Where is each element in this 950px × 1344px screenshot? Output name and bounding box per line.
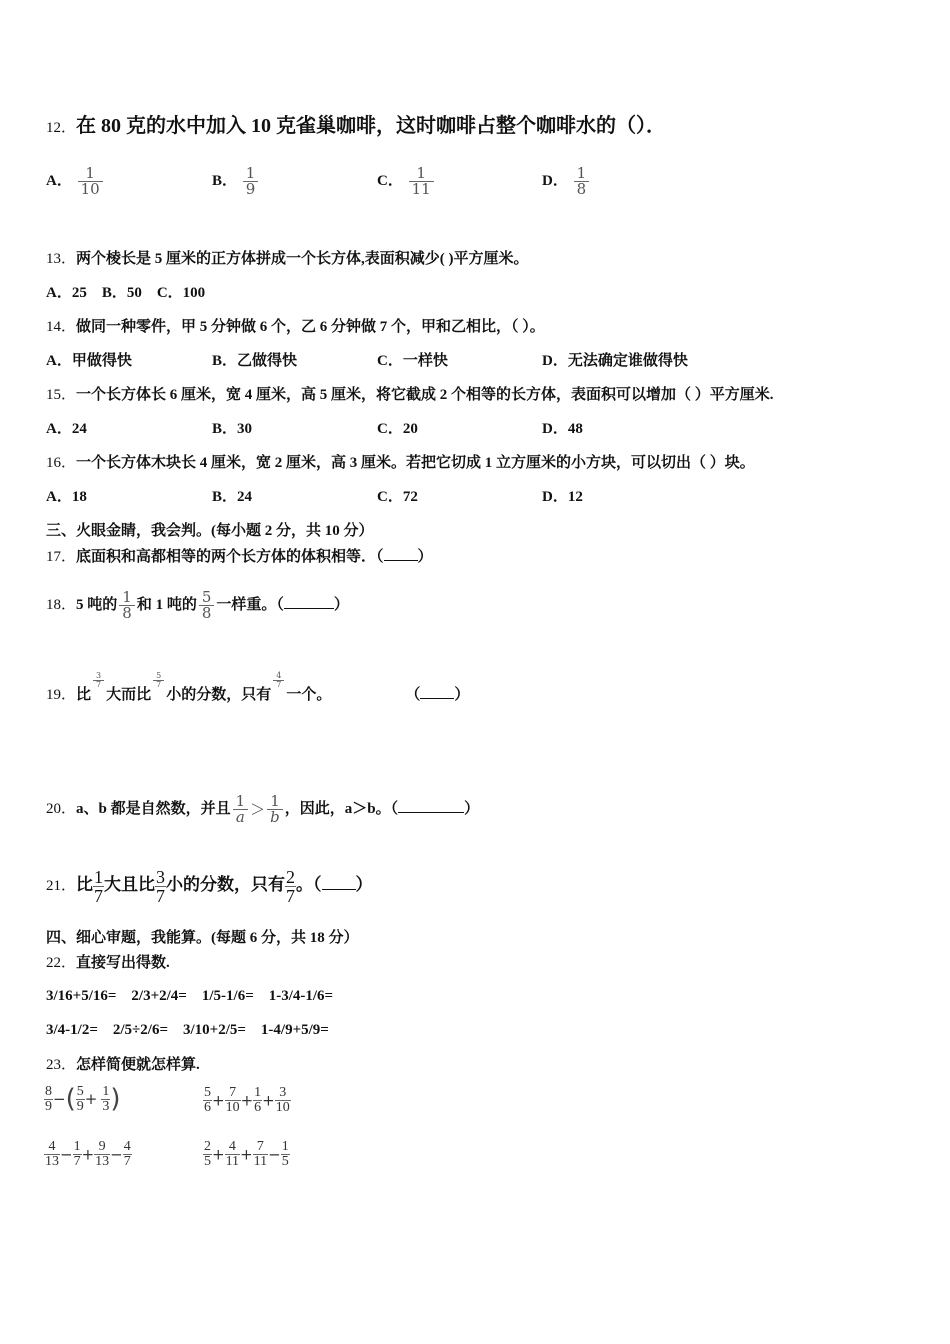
question-number: 16．: [46, 455, 77, 471]
question-text: 做同一种零件，甲 5 分钟做 6 个，乙 6 分钟做 7 个，甲和乙相比，（ ）。: [76, 319, 545, 335]
fraction: $\frac{1}{7}$: [73, 1139, 81, 1169]
fraction: $\frac{1}{9}$: [243, 166, 259, 197]
question-13-options[interactable]: A．25 B．50 C．100: [46, 285, 206, 301]
question-22: [46, 953, 170, 973]
option-c[interactable]: C．72: [377, 489, 418, 505]
expression-3: $\frac{4}{13}$ − $\frac{1}{7}$ + $\frac{9}{13}$ − $\frac{4}{7}$: [45, 1139, 131, 1169]
section-heading: 三、火眼金睛，我会判。(每小题 2 分，共 10 分）: [46, 523, 374, 539]
answer-blank[interactable]: [420, 684, 454, 699]
fraction: $\frac{2}{5}$: [204, 1139, 211, 1169]
fraction: $\frac{5}{7}$: [153, 672, 164, 689]
question-number: 15．: [46, 387, 77, 403]
option-a[interactable]: A．甲做得快: [46, 353, 132, 369]
option-b[interactable]: B．乙做得快: [212, 353, 298, 369]
question-text: 一个长方体长 6 厘米，宽 4 厘米，高 5 厘米，将它截成 2 个相等的长方体，表面积可以增加（ ）平方厘米.: [76, 387, 774, 403]
option-label: B．: [212, 172, 238, 189]
question-number: 21．: [46, 878, 77, 894]
answer-blank[interactable]: [398, 798, 464, 813]
question-21: 21．比 $\frac{1}{7}$ 大且比 $\frac{3}{7}$ 小的分数，只有 $\frac{2}{7}$ 。（ ）: [46, 866, 373, 906]
option-a[interactable]: A．18: [46, 489, 87, 505]
option-b[interactable]: [212, 166, 260, 197]
question-text: 在 80 克的水中加入 10 克雀巢咖啡，这时咖啡占整个咖啡水的（）．: [76, 115, 667, 137]
fraction: $\frac{9}{13}$: [95, 1139, 110, 1169]
fraction: $\frac{2}{7}$: [286, 866, 296, 906]
fraction: $\frac{4}{11}$: [225, 1139, 240, 1169]
question-number: 22．: [46, 955, 77, 971]
answer-blank[interactable]: [284, 594, 334, 609]
fraction: $\frac{4}{7}$: [123, 1139, 131, 1169]
question-number: 18．: [46, 597, 77, 613]
fraction: $\frac{7}{10}$: [225, 1085, 240, 1115]
option-c[interactable]: [377, 166, 436, 197]
question-23: [46, 1055, 200, 1075]
fraction: $\frac{3}{10}$: [275, 1085, 290, 1115]
fraction: $\frac{1}{8}$: [119, 590, 135, 621]
fraction: $\frac{4}{7}$: [273, 672, 284, 689]
question-number: 13．: [46, 251, 77, 267]
question-number: 14．: [46, 319, 77, 335]
option-b[interactable]: B．24: [212, 489, 253, 505]
fraction: $\frac{3}{7}$: [93, 672, 104, 689]
question-13: [46, 249, 529, 269]
fraction: $\frac{1}{a}$: [233, 794, 249, 825]
question-19: 19．比 $\frac{3}{7}$ 大而比 $\frac{5}{7}$ 小的分数，只有 $\frac{4}{7}$ 一个。 （ ）: [46, 671, 470, 703]
answer-blank[interactable]: [384, 546, 418, 561]
question-18: 18．5 吨的 $\frac{1}{8}$ 和 1 吨的 $\frac{5}{8}$ 一样重。（ ）: [46, 588, 349, 623]
fraction: $\frac{8}{9}$: [45, 1083, 52, 1114]
answer-blank[interactable]: [322, 875, 356, 890]
question-text: 两个棱长是 5 厘米的正方体拼成一个长方体,表面积减少( )平方厘米。: [76, 251, 529, 267]
question-16: [46, 453, 755, 473]
question-number: 19．: [46, 687, 77, 703]
question-text: 怎样简便就怎样算.: [76, 1057, 200, 1073]
expression-2: $\frac{5}{6}$ + $\frac{7}{10}$ + $\frac{1}{6}$ + $\frac{3}{10}$: [204, 1085, 290, 1115]
option-label: C．: [377, 172, 403, 189]
expression-1: $\frac{8}{9}$ −( $\frac{5}{9}$ + $\frac{1}{3}$ ): [45, 1083, 121, 1114]
fraction: $\frac{1}{7}$: [94, 866, 104, 906]
option-d[interactable]: D．48: [542, 421, 583, 437]
fraction: $\frac{1}{b}$: [267, 794, 283, 825]
option-label: D．: [542, 172, 568, 189]
fraction: $\frac{4}{13}$: [45, 1139, 59, 1169]
option-d[interactable]: D．无法确定谁做得快: [542, 353, 688, 369]
fraction: $\frac{1}{3}$: [102, 1083, 110, 1114]
option-d[interactable]: [542, 166, 591, 197]
fraction: $\frac{1}{6}$: [254, 1085, 262, 1115]
question-text: 底面积和高都相等的两个长方体的体积相等．（: [76, 549, 384, 565]
option-c[interactable]: C．一样快: [377, 353, 448, 369]
option-c[interactable]: C．20: [377, 421, 418, 437]
option-b[interactable]: B．30: [212, 421, 253, 437]
question-number: 17．: [46, 549, 77, 565]
question-14: [46, 317, 545, 337]
fraction: $\frac{5}{6}$: [204, 1085, 211, 1115]
question-number: 20．: [46, 801, 77, 817]
question-text: 一个长方体木块长 4 厘米，宽 2 厘米，高 3 厘米。若把它切成 1 立方厘米的小方块，可以切出（ ）块。: [76, 455, 755, 471]
question-text: 直接写出得数.: [76, 955, 170, 971]
section-heading: 四、细心审题，我能算。(每题 6 分，共 18 分）: [46, 930, 359, 946]
question-20: 20．a、b 都是自然数，并且 $\frac{1}{a}$ ＞ $\frac{1}{b}$ ，因此，a＞b。（ ）: [46, 792, 480, 827]
fraction: $\frac{3}{7}$: [156, 866, 166, 906]
option-label: A．: [46, 172, 72, 189]
calc-row-2: 3/4-1/2= 2/5÷2/6= 3/10+2/5= 1-4/9+5/9=: [46, 1022, 329, 1038]
option-a[interactable]: [46, 166, 105, 197]
option-a[interactable]: A．24: [46, 421, 87, 437]
fraction: $\frac{5}{9}$: [76, 1083, 84, 1114]
calc-row-1: 3/16+5/16= 2/3+2/4= 1/5-1/6= 1-3/4-1/6=: [46, 988, 334, 1004]
fraction: $\frac{5}{8}$: [199, 590, 215, 621]
fraction: $\frac{1}{11}$: [409, 166, 434, 197]
expression-4: $\frac{2}{5}$ + $\frac{4}{11}$ + $\frac{7}{11}$ − $\frac{1}{5}$: [204, 1139, 289, 1169]
fraction: $\frac{1}{8}$: [574, 166, 590, 197]
question-15: [46, 385, 774, 405]
fraction: $\frac{1}{5}$: [281, 1139, 289, 1169]
option-d[interactable]: D．12: [542, 489, 583, 505]
question-number: 12．: [46, 120, 77, 136]
fraction: $\frac{1}{10}$: [78, 166, 103, 197]
question-number: 23．: [46, 1057, 77, 1073]
question-17: 17．底面积和高都相等的两个长方体的体积相等．（ ）: [46, 546, 433, 567]
fraction: $\frac{7}{11}$: [253, 1139, 268, 1169]
question-12: [46, 113, 666, 141]
